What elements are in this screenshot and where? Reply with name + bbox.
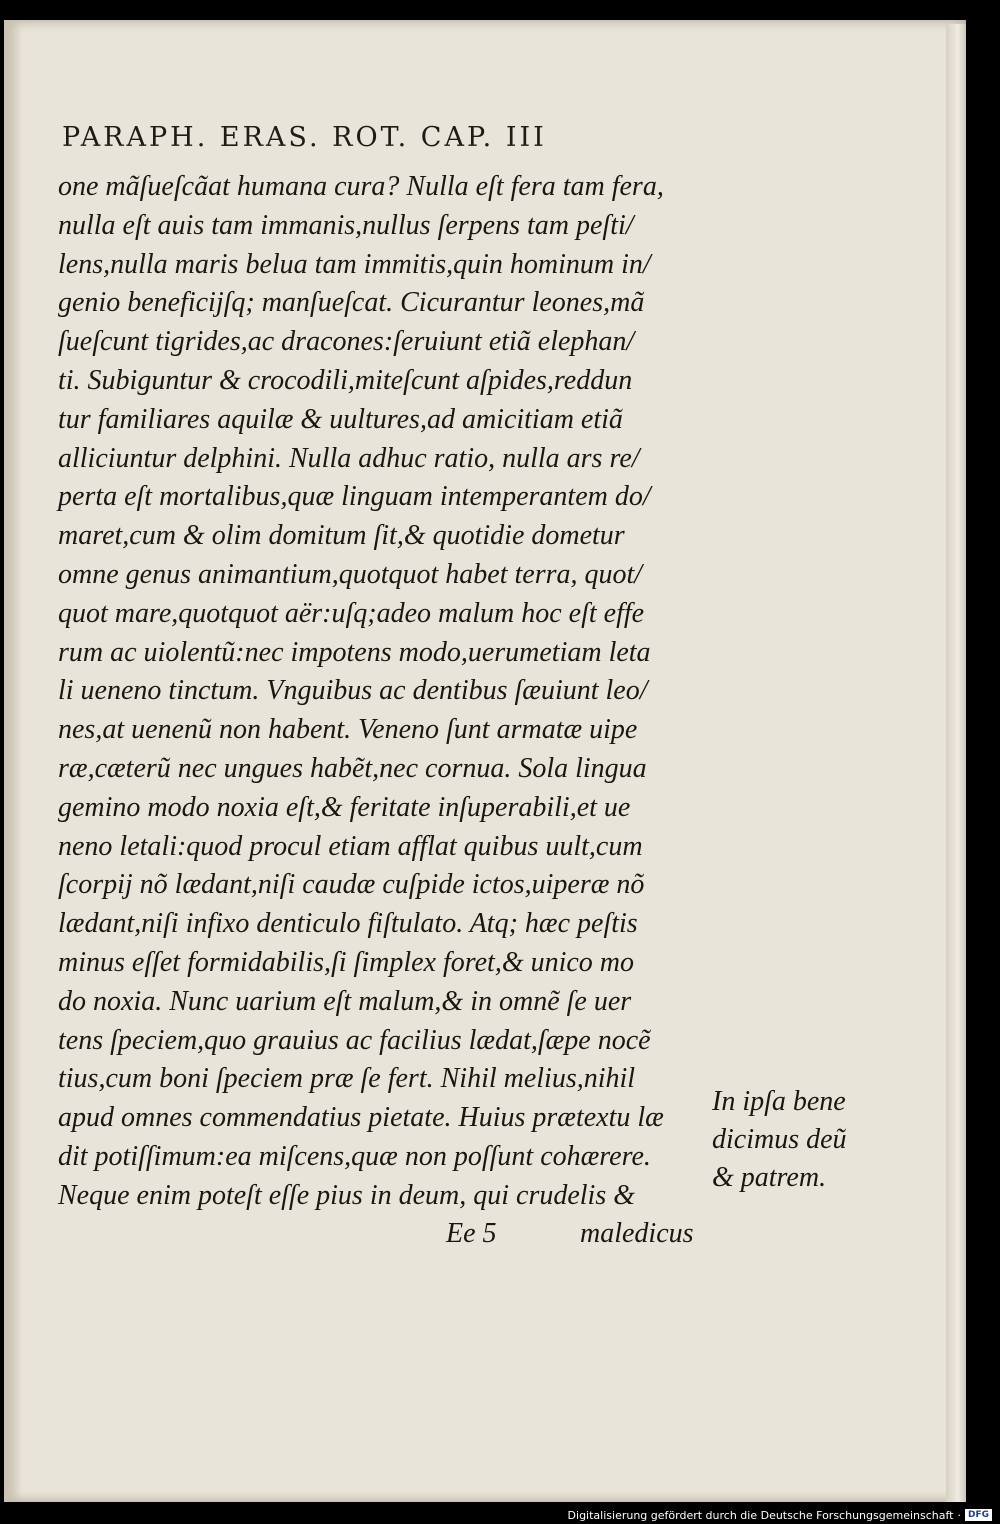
text-line: alliciuntur delphini. Nulla adhuc ratio, nulla ars re/ xyxy=(58,442,640,474)
page-edge xyxy=(946,24,966,1502)
text-line: omne genus animantium,quotquot habet terra, quot/ xyxy=(58,558,643,590)
text-line: neno letali:quod procul etiam afflat quibus uult,cum xyxy=(58,830,643,862)
funding-credit xyxy=(568,1508,992,1522)
text-line: lens,nulla maris belua tam immitis,quin hominum in/ xyxy=(58,248,651,280)
signature-mark: Ee 5 xyxy=(446,1218,497,1249)
text-line: tius,cum boni ſpeciem præ ſe fert. Nihil melius,nihil xyxy=(58,1063,636,1095)
text-line: rum ac uiolentũ:nec impotens modo,uerumetiam leta xyxy=(58,636,651,668)
text-line: minus eſſet formidabilis,ſi ſimplex foret,& unico mo xyxy=(58,946,635,978)
text-line: do noxia. Nunc uarium eſt malum,& in omnẽ ſe uer xyxy=(58,985,632,1017)
text-line: perta eſt mortalibus,quæ linguam intemperantem do/ xyxy=(58,481,651,513)
page-footer xyxy=(58,1218,708,1258)
text-line: genio beneficijſq; manſueſcat. Cicurantur leones,mã xyxy=(58,287,645,319)
text-line: maret,cum & olim domitum ſit,& quotidie dometur xyxy=(58,520,625,552)
running-header: PARAPH. ERAS. ROT. CAP. III xyxy=(62,122,547,153)
text-line: Neque enim poteſt eſſe pius in deum, qui crudelis & xyxy=(58,1179,636,1211)
text-line: ſueſcunt tigrides,ac dracones:ſeruiunt etiã elephan/ xyxy=(58,326,635,358)
text-line: apud omnes commendatius pietate. Huius prætextu læ xyxy=(58,1102,664,1134)
funding-credit-text: Digitalisierung gefördert durch die Deutsche Forschungsgemeinschaft xyxy=(567,1508,954,1522)
text-line: li ueneno tinctum. Vnguibus ac dentibus ſæuiunt leo/ xyxy=(58,675,648,707)
text-line: nulla eſt auis tam immanis,nullus ſerpens tam peſti/ xyxy=(58,209,634,241)
margin-note-line: In ipſa bene xyxy=(712,1086,846,1117)
text-line: gemino modo noxia eſt,& feritate inſuperabili,et ue xyxy=(58,791,631,823)
text-line: nes,at uenenũ non habent. Veneno ſunt armatæ uipe xyxy=(58,714,638,746)
margin-note-line: dicimus deũ xyxy=(712,1124,847,1155)
margin-note-line: & patrem. xyxy=(712,1162,827,1193)
text-line: ti. Subiguntur & crocodili,miteſcunt aſpides,reddun xyxy=(58,364,633,396)
text-line: tens ſpeciem,quo grauius ac facilius lædat,ſæpe nocẽ xyxy=(58,1024,651,1056)
catchword: maledicus xyxy=(580,1218,694,1249)
text-line: ræ,cæterũ nec ungues habẽt,nec cornua. Sola lingua xyxy=(58,752,647,784)
text-line: ſcorpij nõ lædant,niſi caudæ cuſpide ictos,uiperæ nõ xyxy=(58,869,645,901)
text-line: lædant,niſi infixo denticulo fiſtulato. Atq; hæc peſtis xyxy=(58,908,638,940)
text-line: dit potiſſimum:ea miſcens,quæ non poſſunt cohærere. xyxy=(58,1140,651,1172)
text-line: tur familiares aquilæ & uultures,ad amicitiam etiã xyxy=(58,403,623,435)
text-line: one mãſueſcãat humana cura? Nulla eſt fera tam fera, xyxy=(58,171,664,202)
separator: · xyxy=(957,1508,961,1522)
page-gutter-shadow xyxy=(4,20,22,1502)
body-text xyxy=(58,168,708,1216)
margin-note xyxy=(712,1083,872,1197)
text-line: quot mare,quotquot aër:uſq;adeo malum hoc eſt effe xyxy=(58,597,645,629)
dfg-logo-icon: DFG xyxy=(965,1509,992,1521)
